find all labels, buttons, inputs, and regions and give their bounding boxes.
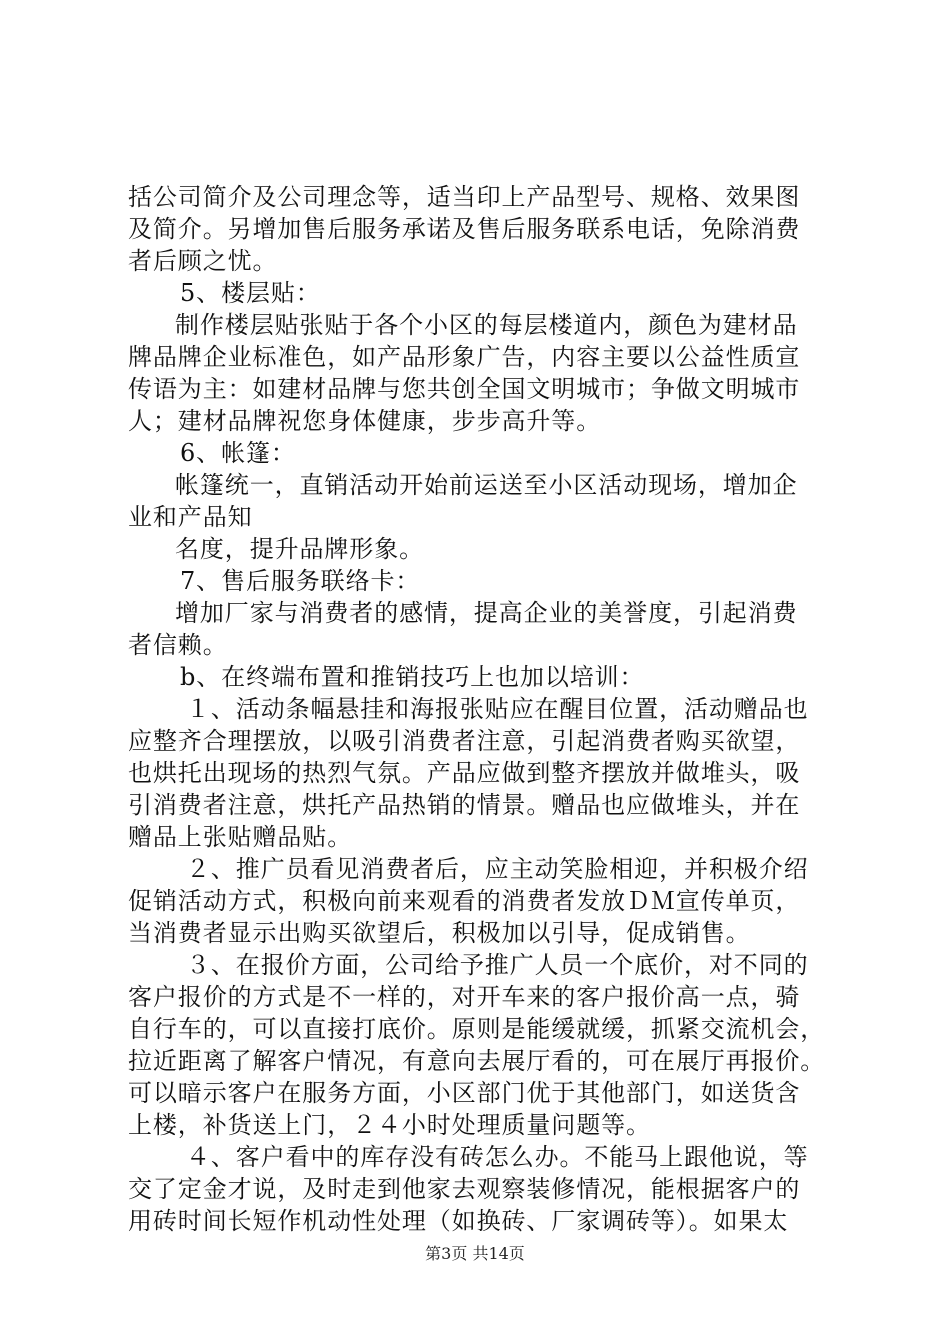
text-line: 人；建材品牌祝您身体健康，步步高升等。	[128, 407, 602, 435]
text-line: 者后顾之忧。	[128, 247, 278, 275]
text-line: ３、在报价方面，公司给予推广人员一个底价，对不同的	[186, 951, 809, 979]
text-line: 牌品牌企业标准色，如产品形象广告，内容主要以公益性质宣	[128, 343, 801, 371]
text-line: １、活动条幅悬挂和海报张贴应在醒目位置，活动赠品也	[186, 695, 809, 723]
text-line: 增加厂家与消费者的感情，提高企业的美誉度，引起消费	[175, 599, 798, 627]
text-line: 拉近距离了解客户情况，有意向去展厅看的，可在展厅再报价。	[128, 1047, 826, 1075]
section-heading: 7、售后服务联络卡：	[180, 567, 421, 595]
text-line: ２、推广员看见消费者后，应主动笑脸相迎，并积极介绍	[186, 855, 809, 883]
text-line: 客户报价的方式是不一样的，对开车来的客户报价高一点，骑	[128, 983, 801, 1011]
text-line: 业和产品知	[128, 503, 253, 531]
document-body	[128, 181, 848, 1237]
text-line: 帐篷统一，直销活动开始前运送至小区活动现场，增加企	[175, 471, 798, 499]
text-line: 促销活动方式，积极向前来观看的消费者发放ＤＭ宣传单页，	[128, 887, 801, 915]
text-line: 及简介。另增加售后服务承诺及售后服务联系电话，免除消费	[128, 215, 801, 243]
text-line: 赠品上张贴赠品贴。	[128, 823, 353, 851]
text-line: ４、客户看中的库存没有砖怎么办。不能马上跟他说，等	[186, 1143, 809, 1171]
text-line: 也烘托出现场的热烈气氛。产品应做到整齐摆放并做堆头，吸	[128, 759, 801, 787]
text-line: 用砖时间长短作机动性处理（如换砖、厂家调砖等）。如果太	[128, 1207, 789, 1235]
text-line: 传语为主：如建材品牌与您共创全国文明城市；争做文明城市	[128, 375, 801, 403]
text-line: 可以暗示客户在服务方面，小区部门优于其他部门，如送货含	[128, 1079, 801, 1107]
text-line: 者信赖。	[128, 631, 228, 659]
text-line: 上楼，补货送上门，２４小时处理质量问题等。	[128, 1111, 651, 1139]
section-heading: 5、楼层贴：	[180, 279, 321, 307]
text-line: 交了定金才说，及时走到他家去观察装修情况，能根据客户的	[128, 1175, 801, 1203]
section-heading: 6、帐篷：	[180, 439, 296, 467]
text-line: 名度，提升品牌形象。	[175, 535, 424, 563]
text-line: 括公司简介及公司理念等，适当印上产品型号、规格、效果图	[128, 183, 801, 211]
page-number: 第3页 共14页	[425, 1244, 525, 1263]
text-line: 引消费者注意，烘托产品热销的情景。赠品也应做堆头，并在	[128, 791, 801, 819]
text-line: 当消费者显示出购买欲望后，积极加以引导，促成销售。	[128, 919, 751, 947]
text-line: 应整齐合理摆放，以吸引消费者注意，引起消费者购买欲望，	[128, 727, 801, 755]
section-heading: b、在终端布置和推销技巧上也加以培训：	[180, 663, 645, 691]
text-line: 自行车的，可以直接打底价。原则是能缓就缓，抓紧交流机会，	[128, 1015, 826, 1043]
text-line: 制作楼层贴张贴于各个小区的每层楼道内，颜色为建材品	[175, 311, 798, 339]
